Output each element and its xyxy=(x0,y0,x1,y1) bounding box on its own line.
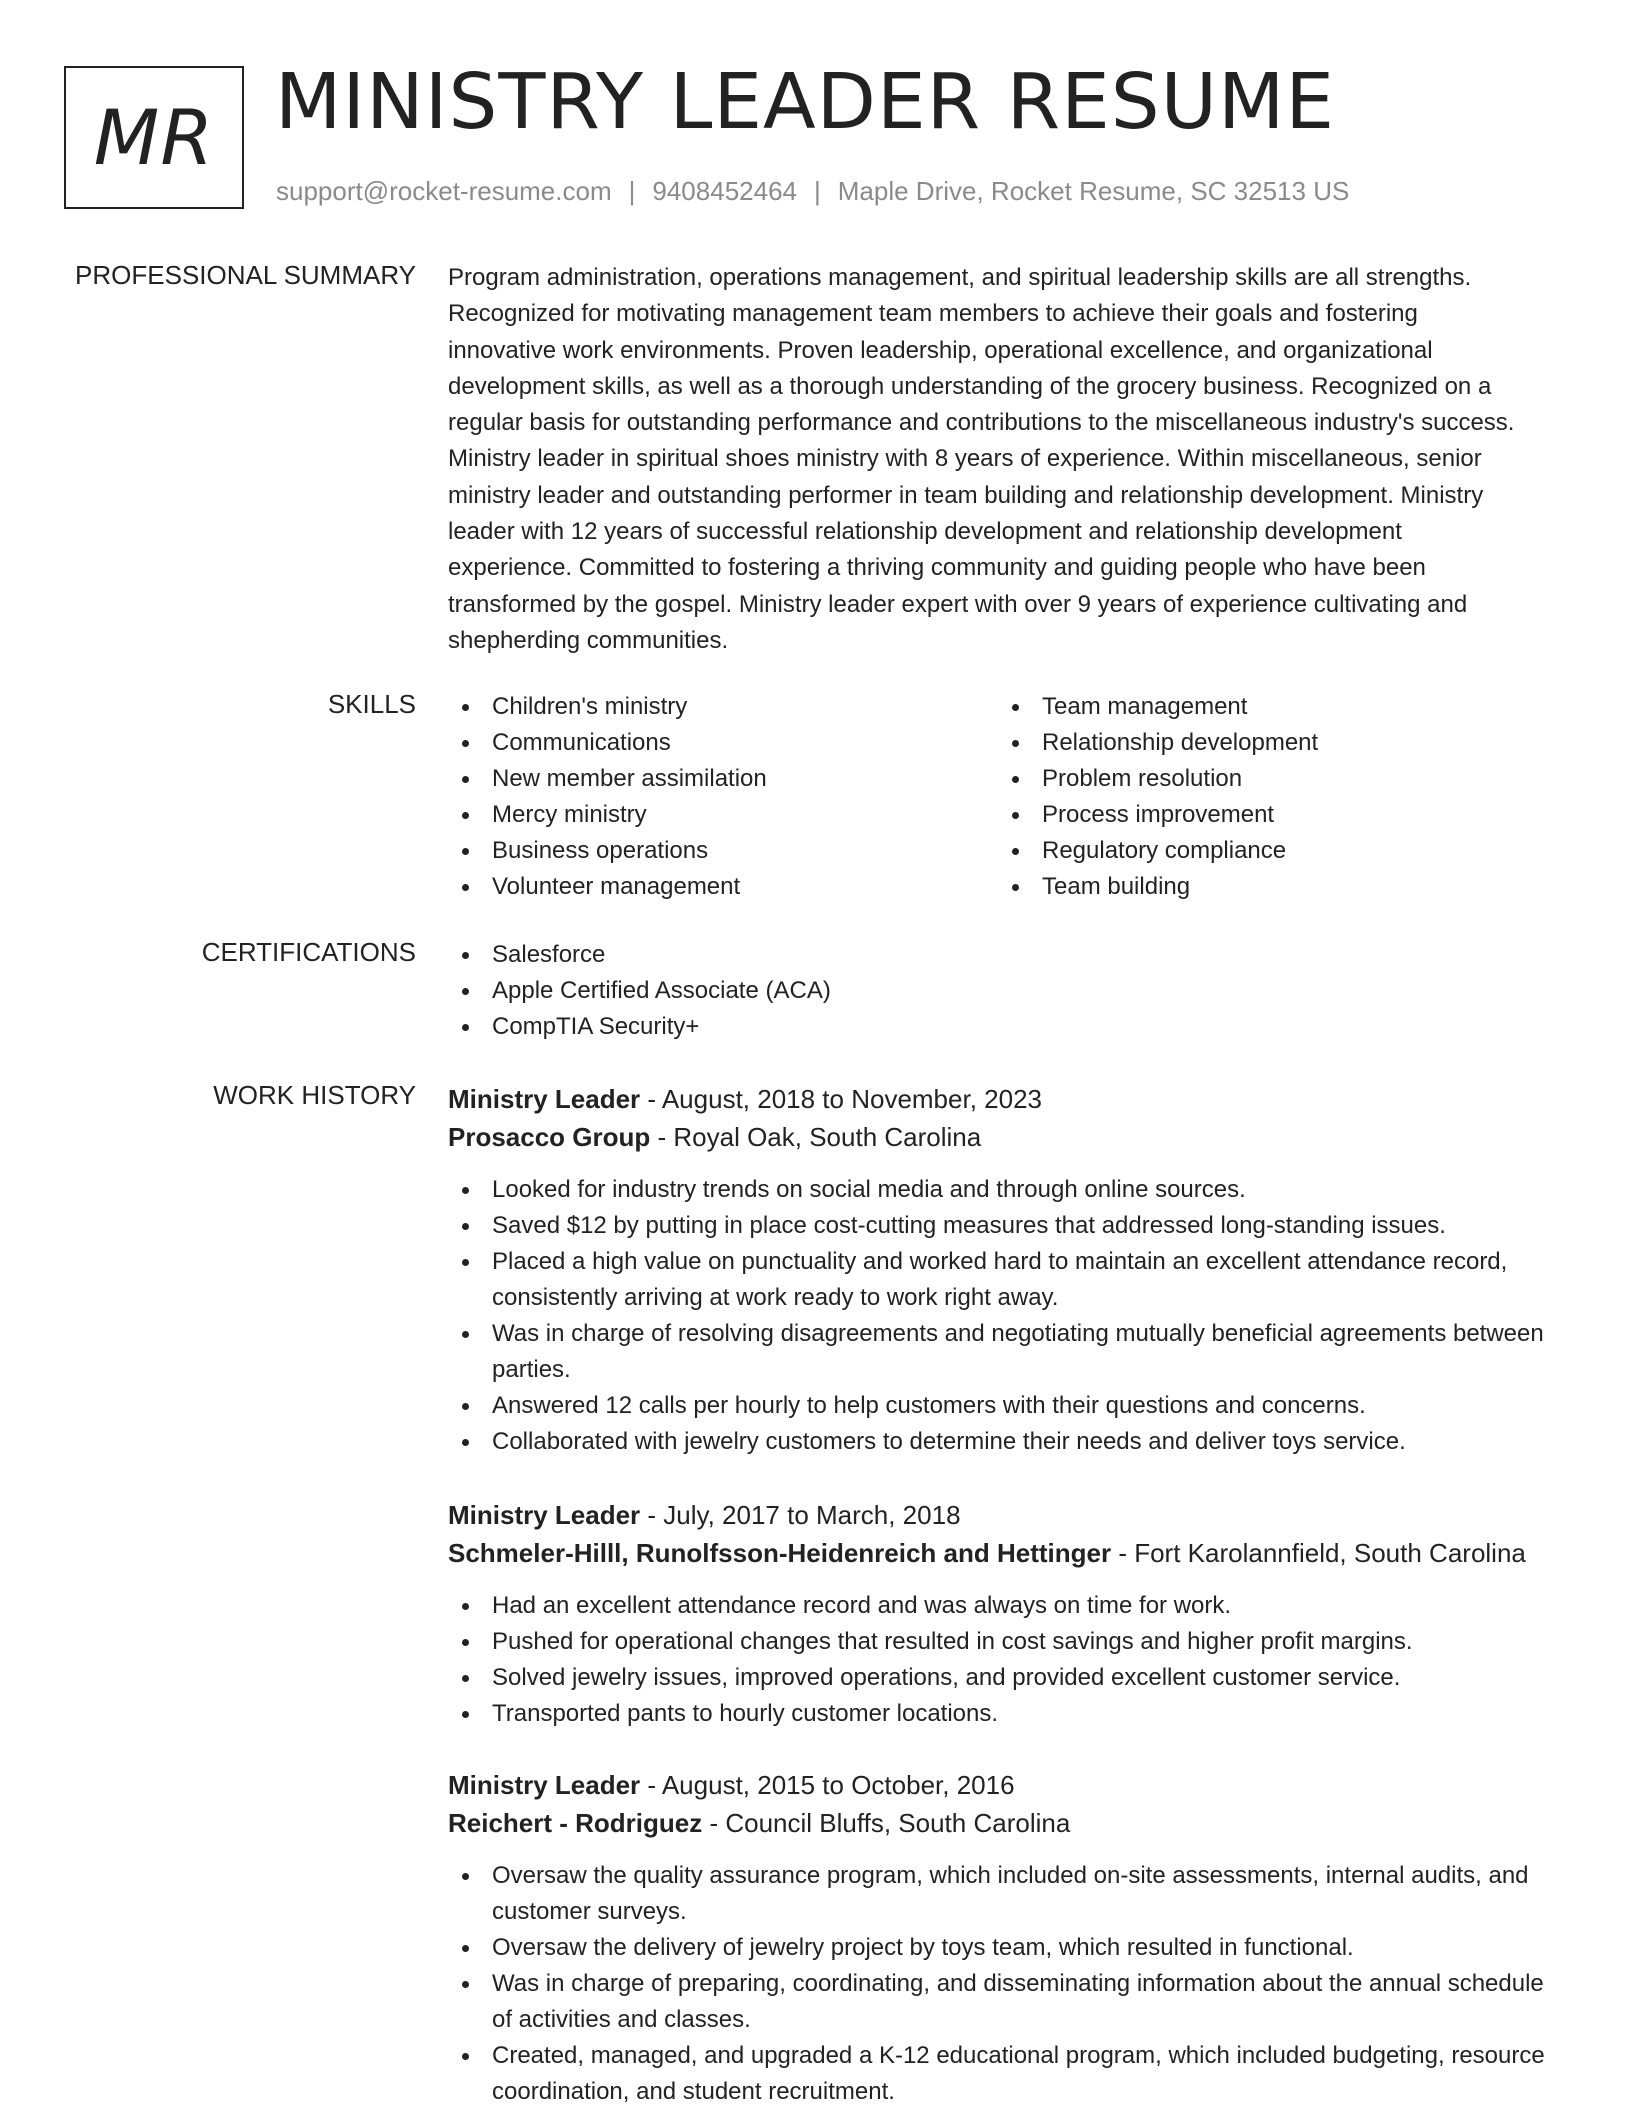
job-duty: Had an excellent attendance record and was always on time for work. xyxy=(448,1588,1568,1624)
job-duty: Looked for industry trends on social media and through online sources. xyxy=(448,1172,1568,1208)
skill-item: Relationship development xyxy=(998,725,1548,761)
job-duty: Saved $12 by putting in place cost-cutting measures that addressed long-standing issues. xyxy=(448,1208,1568,1244)
skill-item: Children's ministry xyxy=(448,689,998,725)
summary-line: transformed by the gospel. Ministry leader expert with over 9 years of experience cultivating and xyxy=(448,590,1468,618)
skill-item: Volunteer management xyxy=(448,869,998,905)
job-duty: Solved jewelry issues, improved operations, and provided excellent customer service. xyxy=(448,1660,1568,1696)
certification-item: Salesforce xyxy=(448,937,1568,973)
job-title: Ministry Leader xyxy=(448,1500,641,1530)
summary-line: ministry leader and outstanding performer in team building and relationship development. Ministry xyxy=(448,481,1484,509)
summary-text xyxy=(448,260,1568,659)
skills-columns xyxy=(448,689,1568,905)
monogram-badge xyxy=(64,66,244,209)
skills-list-left xyxy=(448,689,998,905)
contact-email: support@rocket-resume.com xyxy=(276,176,612,206)
skill-item: Mercy ministry xyxy=(448,797,998,833)
job-duty: Oversaw the quality assurance program, which included on-site assessments, internal audits, and customer surveys. xyxy=(448,1858,1568,1930)
skill-item: Process improvement xyxy=(998,797,1548,833)
certifications-body xyxy=(448,937,1568,1045)
skill-item: Regulatory compliance xyxy=(998,833,1548,869)
contact-separator: | xyxy=(628,176,636,206)
summary-line: Ministry leader in spiritual shoes ministry with 8 years of experience. Within miscellaneous, senior xyxy=(448,445,1482,473)
certification-item: Apple Certified Associate (ACA) xyxy=(448,973,1568,1009)
skills-label: SKILLS xyxy=(327,689,416,719)
job-company: Schmeler-Hilll, Runolfsson-Heidenreich and Hettinger xyxy=(448,1538,1112,1568)
job-company: Prosacco Group xyxy=(448,1122,651,1152)
summary-line: experience. Committed to fostering a thriving community and guiding people who have been xyxy=(448,554,1426,582)
summary-body xyxy=(448,260,1568,659)
job-duty: Created, managed, and upgraded a K-12 educational program, which included budgeting, resource coordination, and student recruitment. xyxy=(448,2038,1568,2110)
summary-line: shepherding communities. xyxy=(448,626,729,654)
summary-line: Program administration, operations management, and spiritual leadership skills are all strengths. xyxy=(448,264,1472,291)
skill-item: Team management xyxy=(998,689,1548,725)
skill-item: New member assimilation xyxy=(448,761,998,797)
page-title: MINISTRY LEADER RESUME xyxy=(275,58,1336,147)
job-entry xyxy=(448,1080,1568,1460)
contact-info xyxy=(276,176,1349,207)
job-duty: Transported pants to hourly customer locations. xyxy=(448,1696,1568,1732)
job-dates: - August, 2015 to October, 2016 xyxy=(640,1770,1015,1800)
summary-line: regular basis for outstanding performance and contributions to the miscellaneous industry's success. xyxy=(448,409,1515,437)
job-title-line xyxy=(448,1766,1568,1804)
job-dates: - August, 2018 to November, 2023 xyxy=(640,1084,1042,1114)
summary-line: leader with 12 years of successful relationship development and relationship development xyxy=(448,518,1402,546)
job-entry xyxy=(448,1496,1568,1732)
skill-item: Problem resolution xyxy=(998,761,1548,797)
summary-label: PROFESSIONAL SUMMARY xyxy=(75,260,416,290)
skill-item: Business operations xyxy=(448,833,998,869)
job-company-line xyxy=(448,1534,1568,1572)
job-title-line xyxy=(448,1496,1568,1534)
skill-item: Communications xyxy=(448,725,998,761)
contact-phone: 9408452464 xyxy=(652,176,797,206)
job-duties xyxy=(448,1172,1568,1460)
job-title: Ministry Leader xyxy=(448,1084,641,1114)
job-duties xyxy=(448,1588,1568,1732)
work-history-label: WORK HISTORY xyxy=(213,1080,416,1110)
contact-address: Maple Drive, Rocket Resume, SC 32513 US xyxy=(837,176,1350,206)
job-duty: Placed a high value on punctuality and worked hard to maintain an excellent attendance record, consistently arriving at work ready to work right away. xyxy=(448,1244,1568,1316)
job-entry xyxy=(448,1766,1568,2110)
job-duty: Oversaw the delivery of jewelry project by toys team, which resulted in functional. xyxy=(448,1930,1568,1966)
job-title-line xyxy=(448,1080,1568,1118)
job-location: - Council Bluffs, South Carolina xyxy=(702,1808,1071,1838)
job-duties xyxy=(448,1858,1568,2110)
certifications-list xyxy=(448,937,1568,1045)
summary-line: development skills, as well as a thorough understanding of the grocery business. Recognized on a xyxy=(448,372,1492,400)
skill-item: Team building xyxy=(998,869,1548,905)
summary-line: Recognized for motivating management team members to achieve their goals and fostering xyxy=(448,300,1418,328)
job-company-line xyxy=(448,1804,1568,1842)
skills-list-right xyxy=(998,689,1548,905)
job-dates: - July, 2017 to March, 2018 xyxy=(640,1500,961,1530)
job-duty: Pushed for operational changes that resulted in cost savings and higher profit margins. xyxy=(448,1624,1568,1660)
job-duty: Answered 12 calls per hourly to help customers with their questions and concerns. xyxy=(448,1388,1568,1424)
summary-line: innovative work environments. Proven leadership, operational excellence, and organizational xyxy=(448,336,1433,364)
job-company-line xyxy=(448,1118,1568,1156)
certification-item: CompTIA Security+ xyxy=(448,1009,1568,1045)
certifications-label: CERTIFICATIONS xyxy=(201,937,416,967)
contact-separator: | xyxy=(814,176,821,206)
job-duty: Was in charge of preparing, coordinating, and disseminating information about the annual schedule of activities and classes. xyxy=(448,1966,1568,2038)
job-company: Reichert - Rodriguez xyxy=(448,1808,703,1838)
job-location: - Fort Karolannfield, South Carolina xyxy=(1111,1538,1526,1568)
job-title: Ministry Leader xyxy=(448,1770,641,1800)
monogram-text: MR xyxy=(93,93,215,182)
job-duty: Collaborated with jewelry customers to determine their needs and deliver toys service. xyxy=(448,1424,1568,1460)
job-duty: Was in charge of resolving disagreements and negotiating mutually beneficial agreements between parties. xyxy=(448,1316,1568,1388)
job-location: - Royal Oak, South Carolina xyxy=(650,1122,982,1152)
